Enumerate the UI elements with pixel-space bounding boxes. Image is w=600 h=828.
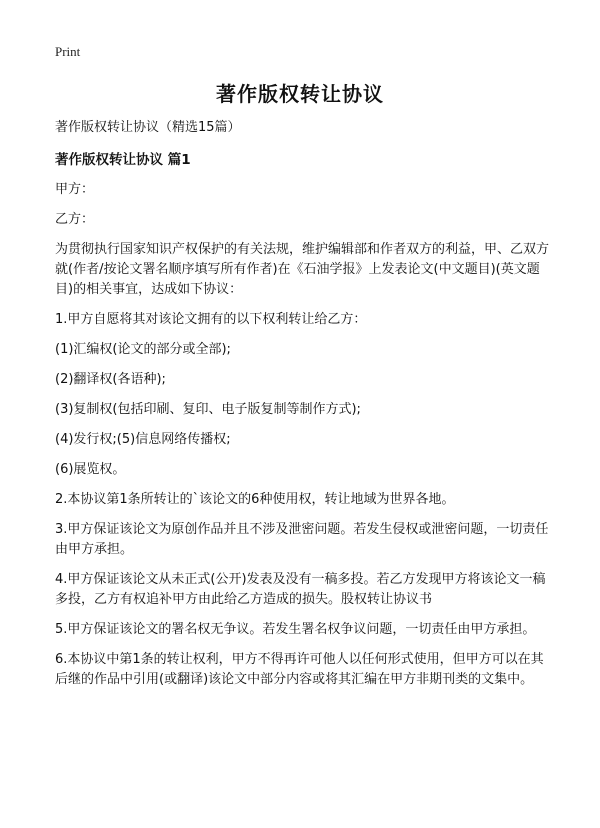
print-link[interactable]: Print xyxy=(55,44,81,59)
page-title: 著作版权转让协议 xyxy=(216,82,384,106)
party-b-line: 乙方： xyxy=(55,212,95,227)
clause-2: 2.本协议第1条所转让的`该论文的6种使用权，转让地域为世界各地。 xyxy=(55,492,455,507)
document-subtitle: 著作版权转让协议（精选15篇） xyxy=(55,120,241,135)
clause-6: 6.本协议中第1条的转让权利，甲方不得再许可他人以任何形式使用，但甲方可以在其后继的作品中引用(或翻译)该论文中部分内容或将其汇编在甲方非期刊类的文集中。 xyxy=(55,652,544,687)
document-body xyxy=(55,118,551,690)
section-heading: 著作版权转让协议 篇1 xyxy=(55,152,191,168)
clause-1-item-2: (2)翻译权(各语种); xyxy=(55,372,166,387)
party-a-line: 甲方： xyxy=(55,182,95,197)
clause-4: 4.甲方保证该论文从未正式(公开)发表及没有一稿多投。若乙方发现甲方将该论文一稿多投，乙方有权追补甲方由此给乙方造成的损失。股权转让协议书 xyxy=(55,572,546,607)
clause-1-item-6: (6)展览权。 xyxy=(55,462,126,477)
clause-3: 3.甲方保证该论文为原创作品并且不涉及泄密问题。若发生侵权或泄密问题，一切责任由甲方承担。 xyxy=(55,522,549,557)
clause-1: 1.甲方自愿将其对该论文拥有的以下权利转让给乙方： xyxy=(55,312,367,327)
clause-5: 5.甲方保证该论文的署名权无争议。若发生署名权争议问题，一切责任由甲方承担。 xyxy=(55,622,536,637)
clause-1-item-1: (1)汇编权(论文的部分或全部); xyxy=(55,342,231,357)
clause-1-item-3: (3)复制权(包括印刷、复印、电子版复制等制作方式); xyxy=(55,402,361,417)
clause-1-item-4-5: (4)发行权;(5)信息网络传播权; xyxy=(55,432,231,447)
intro-paragraph: 为贯彻执行国家知识产权保护的有关法规，维护编辑部和作者双方的利益，甲、乙双方就(作者/按论文署名顺序填写所有作者)在《石油学报》上发表论文(中文题目)(英文题目)的相关事宜，达成如下协议： xyxy=(55,242,550,297)
